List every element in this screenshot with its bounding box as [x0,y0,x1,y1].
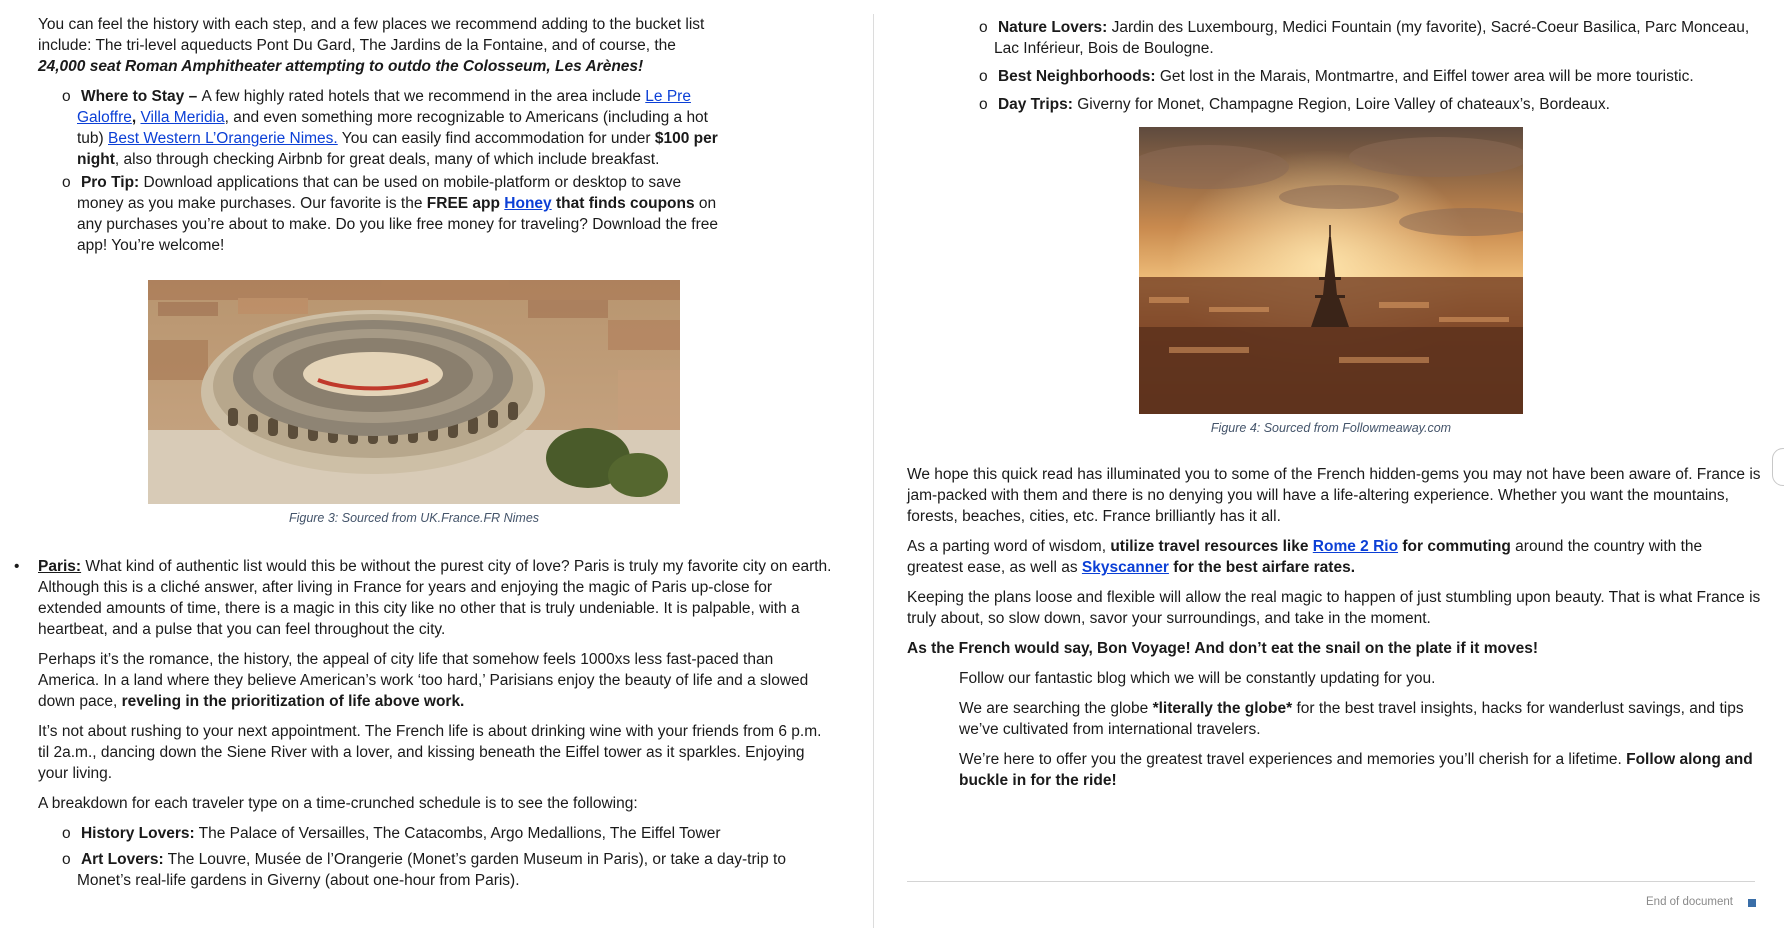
rome2rio-link-text: Rome 2 Rio [1312,538,1399,555]
honey-link-text: Honey [504,195,552,212]
link-best-western[interactable]: Best Western L’Orangerie Nimes. [108,130,338,147]
list-item-art-lovers [62,849,836,891]
bullet-icon: • [14,558,20,575]
intro-paragraph [38,14,726,77]
nature-label: Nature Lovers: [997,19,1108,36]
link-honey[interactable] [504,195,551,212]
paris-text: What kind of authentic list would this be without the purest city of love? Paris is truly my favorite city on earth. Although this is a cliché answer, after living in France for years and enjoying the magic of Paris up-close for extended amounts of time, there is a magic in this city like no other that is truly undeniable. It is palpable, with a heartbeat, and a pulse that you can feel throughout the city. [38,558,832,638]
figure-4-caption: Figure 4: Sourced from Followmeaway.com [1210,421,1452,435]
rushing-paragraph: It’s not about rushing to your next appointment. The French life is about drinking wine with your friends from 6 p.m. til 2a.m., dancing down the Siene River with a lover, and kissing beneath the Eiffel tower as it sparkles. Enjoying your living. [38,723,822,782]
left-column [0,0,872,889]
stay-text-2: , and even something more recognizable to Americans (including a hot tub) [77,109,708,147]
hope-paragraph: We hope this quick read has illuminated you to some of the French hidden-gems you may not have been aware of. France is jam-packed with them and there is no denying you will have a life-altering experience. Whether you want the mountains, forests, beaches, cities, etc. France brilliantly has it all. [907,466,1761,525]
end-of-document-label: End of document [1646,896,1733,908]
neigh-label: Best Neighborhoods: [997,68,1156,85]
parting-bold: utilize travel resources like [1110,538,1313,555]
here-bold: Follow along and buckle in for the ride! [959,751,1753,789]
breakdown-paragraph: A breakdown for each traveler type on a time-crunched schedule is to see the following: [38,795,638,812]
link-le-pre-galoffre[interactable]: Le Pre Galoffre [77,88,691,126]
intro-text: You can feel the history with each step, and a few places we recommend adding to the bucket list include: The tri-level aqueducts Pont Du Gard, The Jardins de la Fontaine, and of course, the [38,16,705,54]
sub-bullet-icon: o [979,68,988,85]
link-rome2rio[interactable] [1313,538,1398,555]
stay-text: A few highly rated hotels that we recommend in the area include [201,88,646,105]
sub-bullet-icon: o [62,88,71,105]
list-item-best-neighborhoods [979,66,1760,87]
list-item-pro-tip [62,172,726,256]
neigh-text: Get lost in the Marais, Montmartre, and Eiffel tower area will be more touristic. [1155,68,1694,85]
nimes-arena-photo [148,280,680,504]
parting-bold-3: for the best airfare rates. [1168,559,1356,576]
history-text: The Palace of Versailles, The Catacombs, Argo Medallions, The Eiffel Tower [194,825,721,842]
figure-4 [1139,127,1523,439]
sub-bullet-icon: o [62,825,71,842]
follow-paragraph: Follow our fantastic blog which we will be constantly updating for you. [959,670,1436,687]
bon-voyage-paragraph [907,638,1761,659]
column-divider [873,14,874,928]
arena-image [148,280,680,504]
parting-paragraph [907,536,1761,578]
tip-label: Pro Tip: [80,174,140,191]
list-item-nature-lovers [979,17,1760,59]
parting-text: As a parting word of wisdom, [907,538,1111,555]
keeping-paragraph: Keeping the plans loose and flexible will allow the real magic to happen of just stumbling upon beauty. That is what France is truly about, so slow down, savor your surroundings, and take in the moment. [907,589,1761,627]
figure-3-caption: Figure 3: Sourced from UK.France.FR Nimes [288,511,540,525]
list-item-day-trips [979,94,1760,115]
searching-text-2: for the best travel insights, hacks for wanderlust savings, and tips we’ve cultivated from international travelers. [959,700,1744,738]
history-label: History Lovers: [80,825,195,842]
stay-price: $100 per night [77,130,718,168]
stay-text-4: , also through checking Airbnb for great deals, many of which include breakfast. [114,151,660,168]
link-villa-meridia[interactable]: Villa Meridia [140,109,225,126]
sub-bullet-icon: o [62,174,71,191]
link-skyscanner[interactable] [1082,559,1169,576]
romance-paragraph [0,649,836,712]
stay-text-3: You can easily find accommodation for under [337,130,655,147]
here-text: We’re here to offer you the greatest travel experiences and memories you’ll cherish for a lifetime. [959,751,1627,768]
nature-text: Jardin des Luxembourg, Medici Fountain (my favorite), Sacré-Coeur Basilica, Parc Monceau, Lac Inférieur, Bois de Boulogne. [994,19,1750,57]
tip-bold: FREE app [426,195,505,212]
parting-bold-2: for commuting [1398,538,1511,555]
paris-label: Paris: [38,558,82,575]
tip-bold-2: that finds coupons [551,195,695,212]
searching-bold: *literally the globe* [1152,700,1293,717]
intro-bold-text: 24,000 seat Roman Amphitheater attempting to outdo the Colosseum, Les Arènes! [38,58,644,75]
scroll-handle[interactable] [1772,448,1784,486]
trips-text: Giverny for Monet, Champagne Region, Loire Valley of chateaux’s, Bordeaux. [1072,96,1610,113]
romance-text: Perhaps it’s the romance, the history, the appeal of city life that somehow feels 1000xs less fast-paced than America. In a land where they believe American’s work ‘too hard,’ Parisians enjoy the beauty of life and a slowed down pace, [38,651,809,710]
art-label: Art Lovers: [80,851,164,868]
searching-paragraph [907,698,1761,740]
list-item-where-to-stay [62,86,726,170]
stay-label: Where to Stay – [80,88,202,105]
sub-bullet-icon: o [979,19,988,36]
list-item-history-lovers [62,823,836,844]
romance-bold: reveling in the prioritization of life above work. [121,693,465,710]
trips-label: Day Trips: [997,96,1073,113]
searching-text: We are searching the globe [959,700,1153,717]
art-text: The Louvre, Musée de l’Orangerie (Monet’s garden Museum in Paris), or take a day-trip to Monet’s real-life gardens in Giverny (about one-hour from Paris). [77,851,786,889]
skyscanner-link-text: Skyscanner [1081,559,1169,576]
paris-paragraph [0,556,836,640]
figure-3 [148,280,680,529]
tip-text-2: on any purchases you’re about to make. Do you like free money for traveling? Download the free app! You’re welcome! [77,195,719,254]
end-rule [907,881,1755,882]
end-marker-icon [1748,899,1756,907]
bon-voyage-text: As the French would say, Bon Voyage! And don’t eat the snail on the plate if it moves! [907,640,1538,657]
paris-eiffel-photo [1139,127,1523,414]
here-paragraph [907,749,1761,791]
parting-text-2: around the country with the greatest ease, as well as [907,538,1703,576]
tip-text: Download applications that can be used on mobile-platform or desktop to save money as you make purchases. Our favorite is the [77,174,682,212]
right-column [876,0,1784,789]
sub-bullet-icon: o [979,96,988,113]
stay-comma: , [131,109,141,126]
eiffel-image [1139,127,1523,414]
sub-bullet-icon: o [62,851,71,868]
